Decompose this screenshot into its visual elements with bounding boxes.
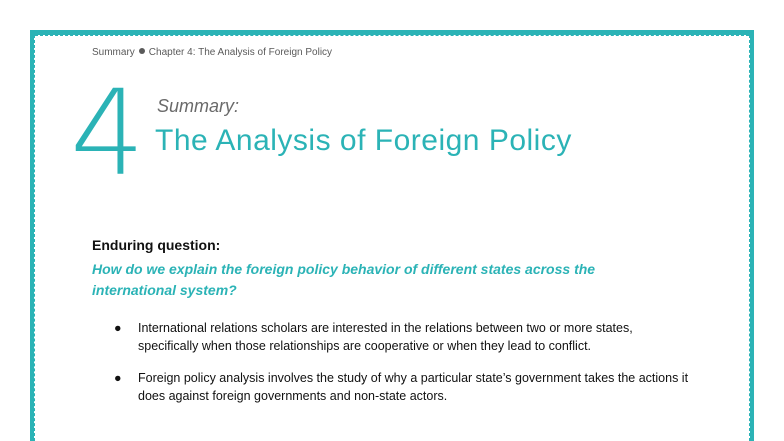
- bullet-icon: ●: [114, 321, 122, 335]
- bullet-text: International relations scholars are interested in the relations between two or more states, specifically when those relationships are cooperative or when they lead to conflict.: [138, 321, 633, 353]
- enduring-question-heading: Enduring question:: [92, 237, 221, 253]
- chapter-title: The Analysis of Foreign Policy: [155, 124, 572, 157]
- summary-label: Summary:: [157, 96, 240, 116]
- breadcrumb: [92, 47, 332, 58]
- summary-bullet-list: [92, 319, 692, 419]
- breadcrumb-chapter: Chapter 4: The Analysis of Foreign Policy: [148, 47, 333, 58]
- frame-right-dashed-line: [749, 35, 750, 441]
- bullet-item: [92, 319, 692, 355]
- frame-top-dashed-line: [30, 35, 754, 36]
- frame-left-dashed-line: [34, 35, 35, 441]
- enduring-question-text: How do we explain the foreign policy behavior of different states across the international system?: [92, 261, 596, 298]
- breadcrumb-summary: Summary: [92, 47, 135, 58]
- bullet-icon: ●: [114, 371, 122, 385]
- frame-right-border: [750, 30, 754, 441]
- bullet-dot-icon: [139, 48, 145, 54]
- bullet-item: [92, 369, 692, 405]
- bullet-text: Foreign policy analysis involves the study of why a particular state’s government takes the actions it does against foreign governments and non-state actors.: [138, 371, 689, 403]
- chapter-number: 4: [70, 64, 142, 202]
